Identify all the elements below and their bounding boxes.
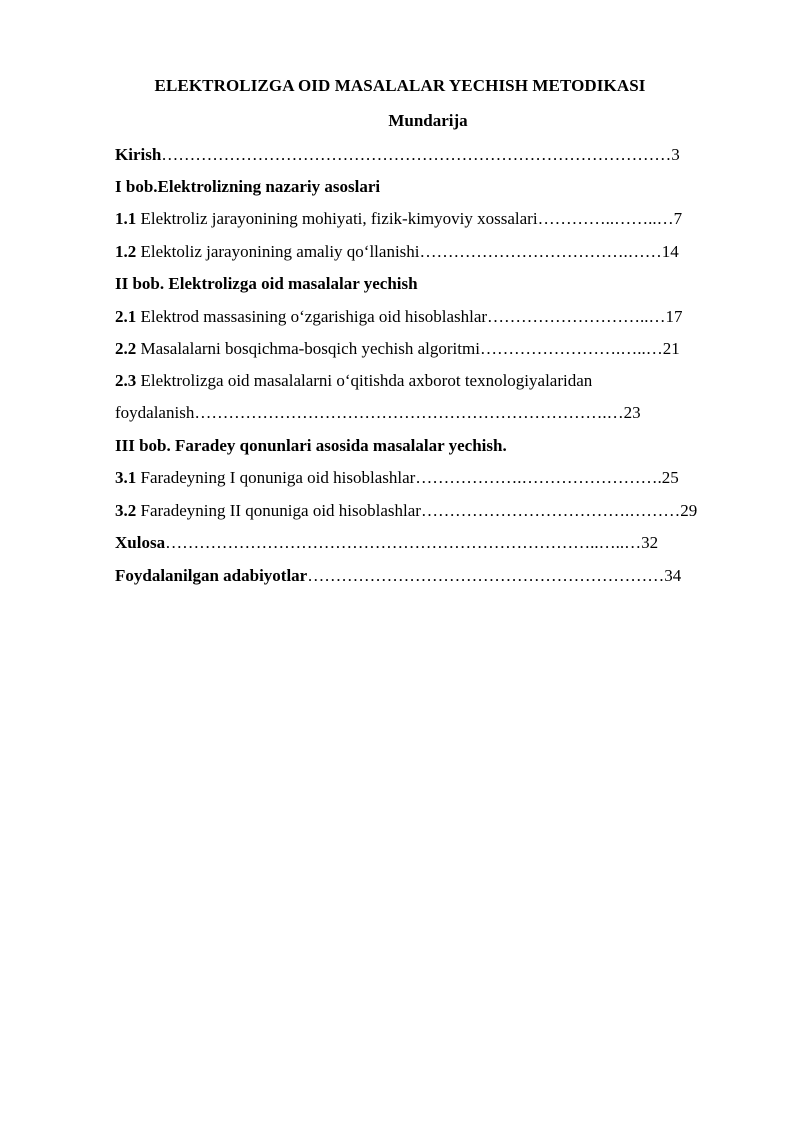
toc-page-number: 21 bbox=[662, 339, 680, 358]
toc-leader: ……………………………….…… bbox=[419, 242, 662, 261]
toc-entry-label: Foydalanilgan adabiyotlar bbox=[115, 566, 308, 585]
toc-leader: …………………….…..… bbox=[479, 339, 663, 358]
toc-entry-2-1 bbox=[115, 307, 683, 327]
toc-entry-3-2 bbox=[115, 501, 697, 521]
toc-entry-text: Elektoliz jarayonining amaliy qo‘llanishi bbox=[136, 242, 420, 261]
toc-entry-text: Faradeyning II qonuniga oid hisoblashlar bbox=[136, 501, 421, 520]
toc-page-number: 34 bbox=[664, 566, 682, 585]
toc-chapter-1: I bob.Elektrolizning nazariy asoslari bbox=[115, 177, 381, 196]
toc-page-number: 32 bbox=[641, 533, 659, 552]
toc-leader: ……………………………….……… bbox=[420, 501, 681, 520]
toc-chapter-2: II bob. Elektrolizga oid masalalar yechish bbox=[115, 274, 418, 293]
toc-page-number: 17 bbox=[665, 307, 683, 326]
toc-entry-text: Elektrod massasining o‘zgarishiga oid hisoblashlar bbox=[136, 307, 488, 326]
document-title: ELEKTROLIZGA OID MASALALAR YECHISH METODIKASI bbox=[154, 76, 646, 95]
toc-section-number: 2.3 bbox=[115, 371, 137, 390]
toc-entry-1-1 bbox=[115, 209, 682, 229]
toc-page-number: 23 bbox=[623, 403, 641, 422]
toc-entry-kirish bbox=[115, 145, 680, 165]
toc-chapter-3: III bob. Faradey qonunlari asosida masalalar yechish. bbox=[115, 436, 507, 455]
toc-page-number: 3 bbox=[671, 145, 680, 164]
toc-entry-adabiyotlar bbox=[115, 566, 681, 586]
toc-leader: ……………….……………………. bbox=[415, 468, 662, 487]
toc-entry-text: Masalalarni bosqichma-bosqich yechish algoritmi bbox=[136, 339, 480, 358]
toc-section-number: 1.2 bbox=[115, 242, 137, 261]
toc-entry-2-3 bbox=[115, 371, 592, 391]
toc-section-number: 2.2 bbox=[115, 339, 137, 358]
toc-entry-2-3-continued bbox=[115, 403, 641, 423]
toc-entry-text: foydalanish bbox=[115, 403, 195, 422]
toc-entry-1-2 bbox=[115, 242, 679, 262]
toc-entry-text: Elektrolizga oid masalalarni o‘qitishda axborot texnologiyalaridan bbox=[136, 371, 593, 390]
toc-page-number: 25 bbox=[661, 468, 679, 487]
toc-page-number: 14 bbox=[661, 242, 679, 261]
toc-leader: ……………………………………………………………………………… bbox=[161, 145, 672, 164]
toc-leader: ……………………………………………………………….… bbox=[194, 403, 624, 422]
toc-leader: ………………………..… bbox=[487, 307, 666, 326]
toc-section-number: 3.1 bbox=[115, 468, 137, 487]
toc-leader: ……………………………………………………… bbox=[307, 566, 665, 585]
toc-page-number: 7 bbox=[673, 209, 683, 228]
toc-entry-label: Xulosa bbox=[115, 533, 166, 552]
toc-entry-2-2 bbox=[115, 339, 680, 359]
toc-section-number: 1.1 bbox=[115, 209, 137, 228]
toc-entry-text: Faradeyning I qonuniga oid hisoblashlar bbox=[136, 468, 416, 487]
toc-heading: Mundarija bbox=[388, 111, 468, 130]
toc-entry-text: Elektroliz jarayonining mohiyati, fizik-kimyoviy xossalari bbox=[136, 209, 538, 228]
toc-leader: …………..……..… bbox=[537, 209, 674, 228]
toc-entry-3-1 bbox=[115, 468, 679, 488]
toc-section-number: 2.1 bbox=[115, 307, 137, 326]
toc-entry-xulosa bbox=[115, 533, 658, 553]
toc-entry-label: Kirish bbox=[115, 145, 162, 164]
toc-leader: …………………………………………………………………..…..… bbox=[165, 533, 642, 552]
toc-section-number: 3.2 bbox=[115, 501, 137, 520]
toc-page-number: 29 bbox=[680, 501, 698, 520]
